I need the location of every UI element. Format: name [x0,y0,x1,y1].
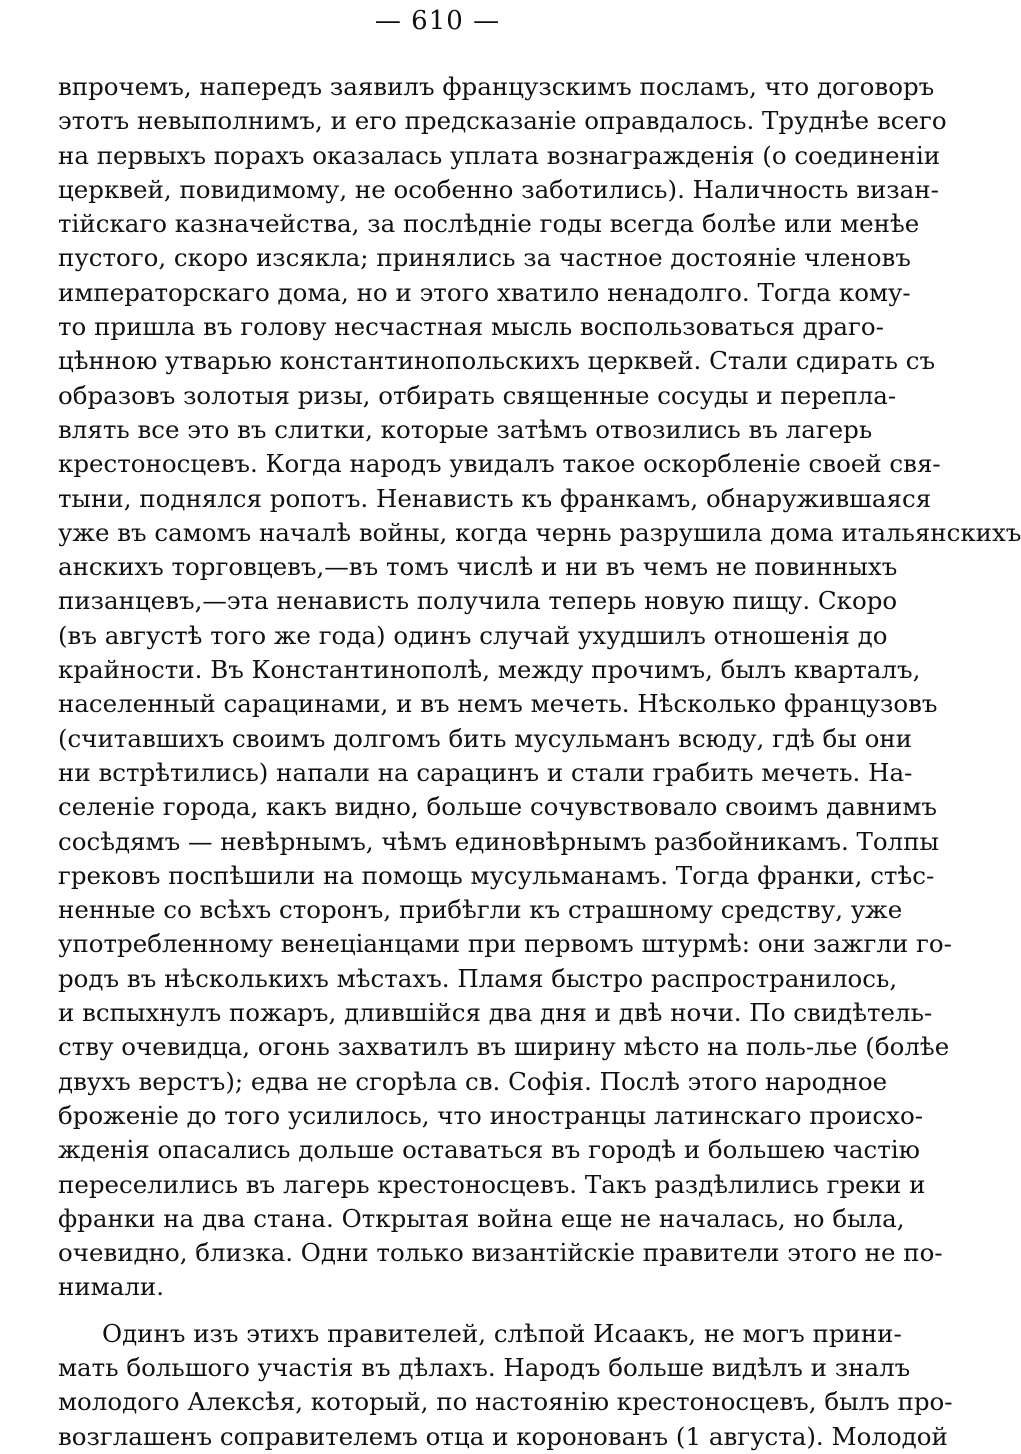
text-line: тійскаго казначейства, за послѣдніе годы всегда болѣе или менѣе [58,209,920,239]
text-line: сосѣдямъ — невѣрнымъ, чѣмъ единовѣрнымъ разбойникамъ. Толпы [58,826,940,856]
text-line: молодого Алексѣя, который, по настоянію крестоносцевъ, былъ про- [58,1387,953,1417]
text-line: броженіе до того усилилось, что иностранцы латинскаго происхо- [58,1100,923,1130]
text-line: пустого, скоро изсякла; принялись за частное достояніе членовъ [58,243,911,273]
text-line: церквей, повидимому, не особенно заботились). Наличность визан- [58,174,939,204]
text-line: на первыхъ порахъ оказалась уплата вознагражденія (о соединеніи [58,140,941,170]
text-line: населенный сарацинами, и въ немъ мечеть. Нѣсколько французовъ [58,689,938,719]
text-line: родъ въ нѣсколькихъ мѣстахъ. Пламя быстро распространилось, [58,963,898,993]
text-line: франки на два стана. Открытая война еще не началась, но была, [58,1203,905,1233]
text-line: возглашенъ соправителемъ отца и коронованъ (1 августа). Молодой [58,1421,948,1451]
text-line: (въ августѣ того же года) одинъ случай ухудшилъ отношенія до [58,620,888,650]
text-line: образовъ золотыя ризы, отбирать священные сосуды и перепла- [58,380,897,410]
text-line: пизанцевъ,—эта ненависть получила теперь новую пищу. Скоро [58,586,898,616]
text-line: этотъ невыполнимъ, и его предсказаніе оправдалось. Труднѣе всего [58,106,947,136]
text-line: употребленному венеціанцами при первомъ штурмѣ: они зажгли го- [58,929,952,959]
paragraph-1 [58,70,1021,1305]
text-line: ству очевидца, огонь захватилъ въ ширину мѣсто на поль-лье (болѣе [58,1032,950,1062]
text-line: переселились въ лагерь крестоносцевъ. Такъ раздѣлились греки и [58,1169,926,1199]
text-line: то пришла въ голову несчастная мысль воспользоваться драго- [58,312,884,342]
text-line: двухъ верстъ); едва не сгорѣла св. Софія. Послѣ этого народное [58,1066,888,1096]
text-line: цѣнною утварью константинопольскихъ церквей. Стали сдирать съ [58,346,936,376]
text-line: (считавшихъ своимъ долгомъ бить мусульманъ всюду, гдѣ бы они [58,723,912,753]
text-line: уже въ самомъ началѣ войны, когда чернь разрушила дома итальянскихъ [58,517,1021,547]
text-line: грековъ поспѣшили на помощь мусульманамъ. Тогда франки, стѣс- [58,860,935,890]
text-line: впрочемъ, напередъ заявилъ французскимъ посламъ, что договоръ [58,72,935,101]
text-line: влять все это въ слитки, которые затѣмъ отвозились въ лагерь [58,414,873,444]
text-line: анскихъ торговцевъ,—въ томъ числѣ и ни въ чемъ не повинныхъ [58,552,898,582]
paragraph-gap [58,1305,864,1317]
text-line: жденія опасались дольше оставаться въ городѣ и большею частію [58,1135,920,1165]
text-line: нимали. [58,1272,165,1302]
text-line: тыни, поднялся ропотъ. Ненависть къ франкамъ, обнаружившаяся [58,483,932,513]
text-line: крайности. Въ Константинополѣ, между прочимъ, былъ кварталъ, [58,655,921,685]
text-line: очевидно, близка. Одни только византійскіе правители этого не по- [58,1238,943,1268]
text-line: ненные со всѣхъ сторонъ, прибѣгли къ страшному средству, уже [58,895,903,925]
text-line: ни встрѣтились) напали на сарацинъ и стали грабить мечеть. На- [58,757,913,787]
paragraph-2 [58,1317,953,1454]
text-line: мать большого участія въ дѣлахъ. Народъ больше видѣлъ и зналъ [58,1352,911,1382]
text-line: Одинъ изъ этихъ правителей, слѣпой Исаакъ, не могъ прини- [102,1318,902,1348]
text-line: и вспыхнулъ пожаръ, длившійся два дня и двѣ ночи. По свидѣтель- [58,998,933,1028]
text-line: селеніе города, какъ видно, больше сочувствовало своимъ давнимъ [58,792,937,822]
text-line: императорскаго дома, но и этого хватило ненадолго. Тогда кому- [58,277,911,307]
body-text [58,70,1021,1454]
page-number: — 610 — [374,6,501,36]
text-line: крестоносцевъ. Когда народъ увидалъ такое оскорбленіе своей свя- [58,449,941,479]
